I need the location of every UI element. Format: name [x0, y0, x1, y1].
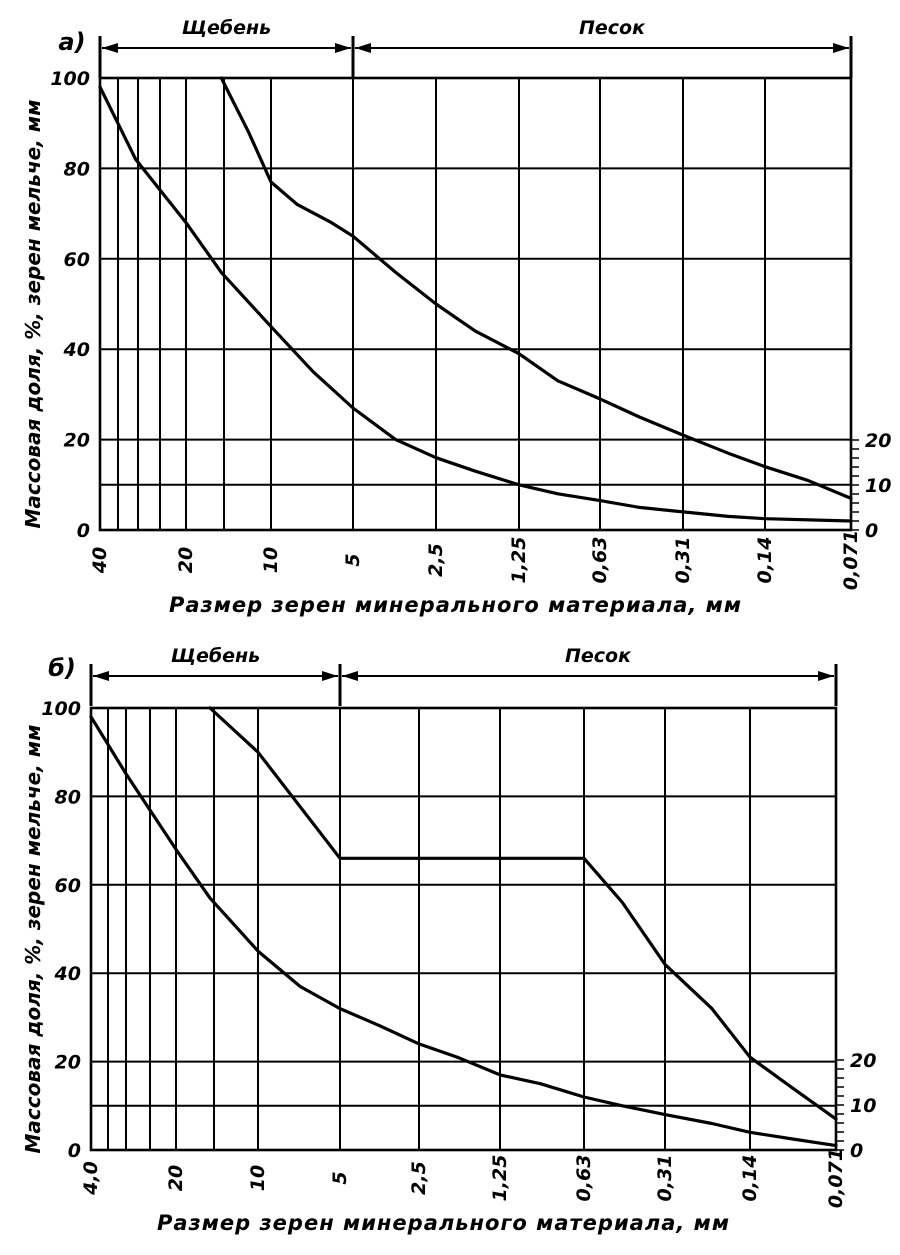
- y-tick-label: 0: [76, 520, 90, 542]
- arrowhead: [93, 671, 109, 681]
- x-tick-label: 0,071: [840, 529, 862, 591]
- x-tick-label: 0,071: [825, 1147, 847, 1209]
- x-tick-label: 0,63: [573, 1154, 595, 1202]
- x-tick-label: 1,25: [489, 1154, 511, 1202]
- x-tick-label: 0,14: [754, 536, 776, 584]
- arrowhead: [335, 43, 351, 53]
- plot-frame: [91, 708, 836, 1150]
- plot-frame: [100, 78, 851, 530]
- y-axis-title: Массовая доля, %, зерен мельче, мм: [21, 99, 45, 529]
- y-tick-label: 40: [63, 339, 90, 362]
- y2-tick-label: 10: [850, 1095, 877, 1117]
- y2-tick-label: 20: [865, 430, 892, 452]
- x-tick-label: 0,31: [654, 1154, 676, 1202]
- y-tick-label: 100: [41, 698, 81, 720]
- grading-curve-upper: [210, 708, 836, 1119]
- x-tick-label: 10: [260, 546, 282, 574]
- x-tick-label: 10: [247, 1164, 269, 1192]
- y2-tick-label: 20: [850, 1050, 877, 1072]
- y-tick-label: 80: [54, 786, 81, 809]
- arrowhead: [322, 671, 338, 681]
- y2-tick-label: 0: [850, 1140, 864, 1162]
- arrowhead: [102, 43, 118, 53]
- section-label-gravel: Щебень: [170, 645, 261, 667]
- y-tick-label: 40: [54, 963, 81, 986]
- grading-curve-upper: [221, 78, 851, 498]
- x-tick-label: 40: [89, 546, 111, 574]
- x-tick-label: 5: [329, 1171, 351, 1185]
- arrowhead: [355, 43, 371, 53]
- y-tick-label: 20: [54, 1051, 81, 1074]
- x-tick-label: 2,5: [425, 543, 447, 577]
- x-tick-label: 20: [175, 546, 197, 574]
- y-tick-label: 60: [54, 874, 81, 897]
- y-tick-label: 80: [63, 158, 90, 181]
- x-tick-label: 20: [165, 1164, 187, 1192]
- panel-label: а): [58, 28, 86, 56]
- x-tick-label: 1,25: [508, 536, 530, 584]
- grading-curve-lower: [91, 717, 836, 1146]
- y-tick-label: 60: [63, 248, 90, 271]
- arrowhead: [818, 671, 834, 681]
- y-tick-label: 20: [63, 429, 90, 452]
- arrowhead: [342, 671, 358, 681]
- y2-tick-label: 0: [865, 520, 879, 542]
- panel-label: б): [48, 654, 76, 682]
- x-axis-title: Размер зерен минерального материала, мм: [168, 593, 743, 617]
- y-tick-label: 100: [50, 68, 90, 90]
- x-tick-label: 4,0: [80, 1161, 102, 1195]
- section-label-gravel: Щебень: [181, 17, 272, 39]
- x-tick-label: 0,14: [739, 1154, 761, 1202]
- section-label-sand: Песок: [579, 17, 645, 39]
- x-axis-title: Размер зерен минерального материала, мм: [156, 1211, 731, 1235]
- y-axis-title: Массовая доля, %, зерен мельче, мм: [21, 724, 45, 1154]
- y-tick-label: 0: [67, 1140, 81, 1162]
- y2-tick-label: 10: [865, 475, 892, 497]
- x-tick-label: 0,63: [589, 536, 611, 584]
- chart-panel-b: [91, 664, 844, 1150]
- chart-panel-a: [100, 36, 859, 530]
- x-tick-label: 2,5: [408, 1161, 430, 1195]
- x-tick-label: 0,31: [672, 536, 694, 584]
- section-label-sand: Песок: [565, 645, 631, 667]
- x-tick-label: 5: [342, 553, 364, 567]
- arrowhead: [833, 43, 849, 53]
